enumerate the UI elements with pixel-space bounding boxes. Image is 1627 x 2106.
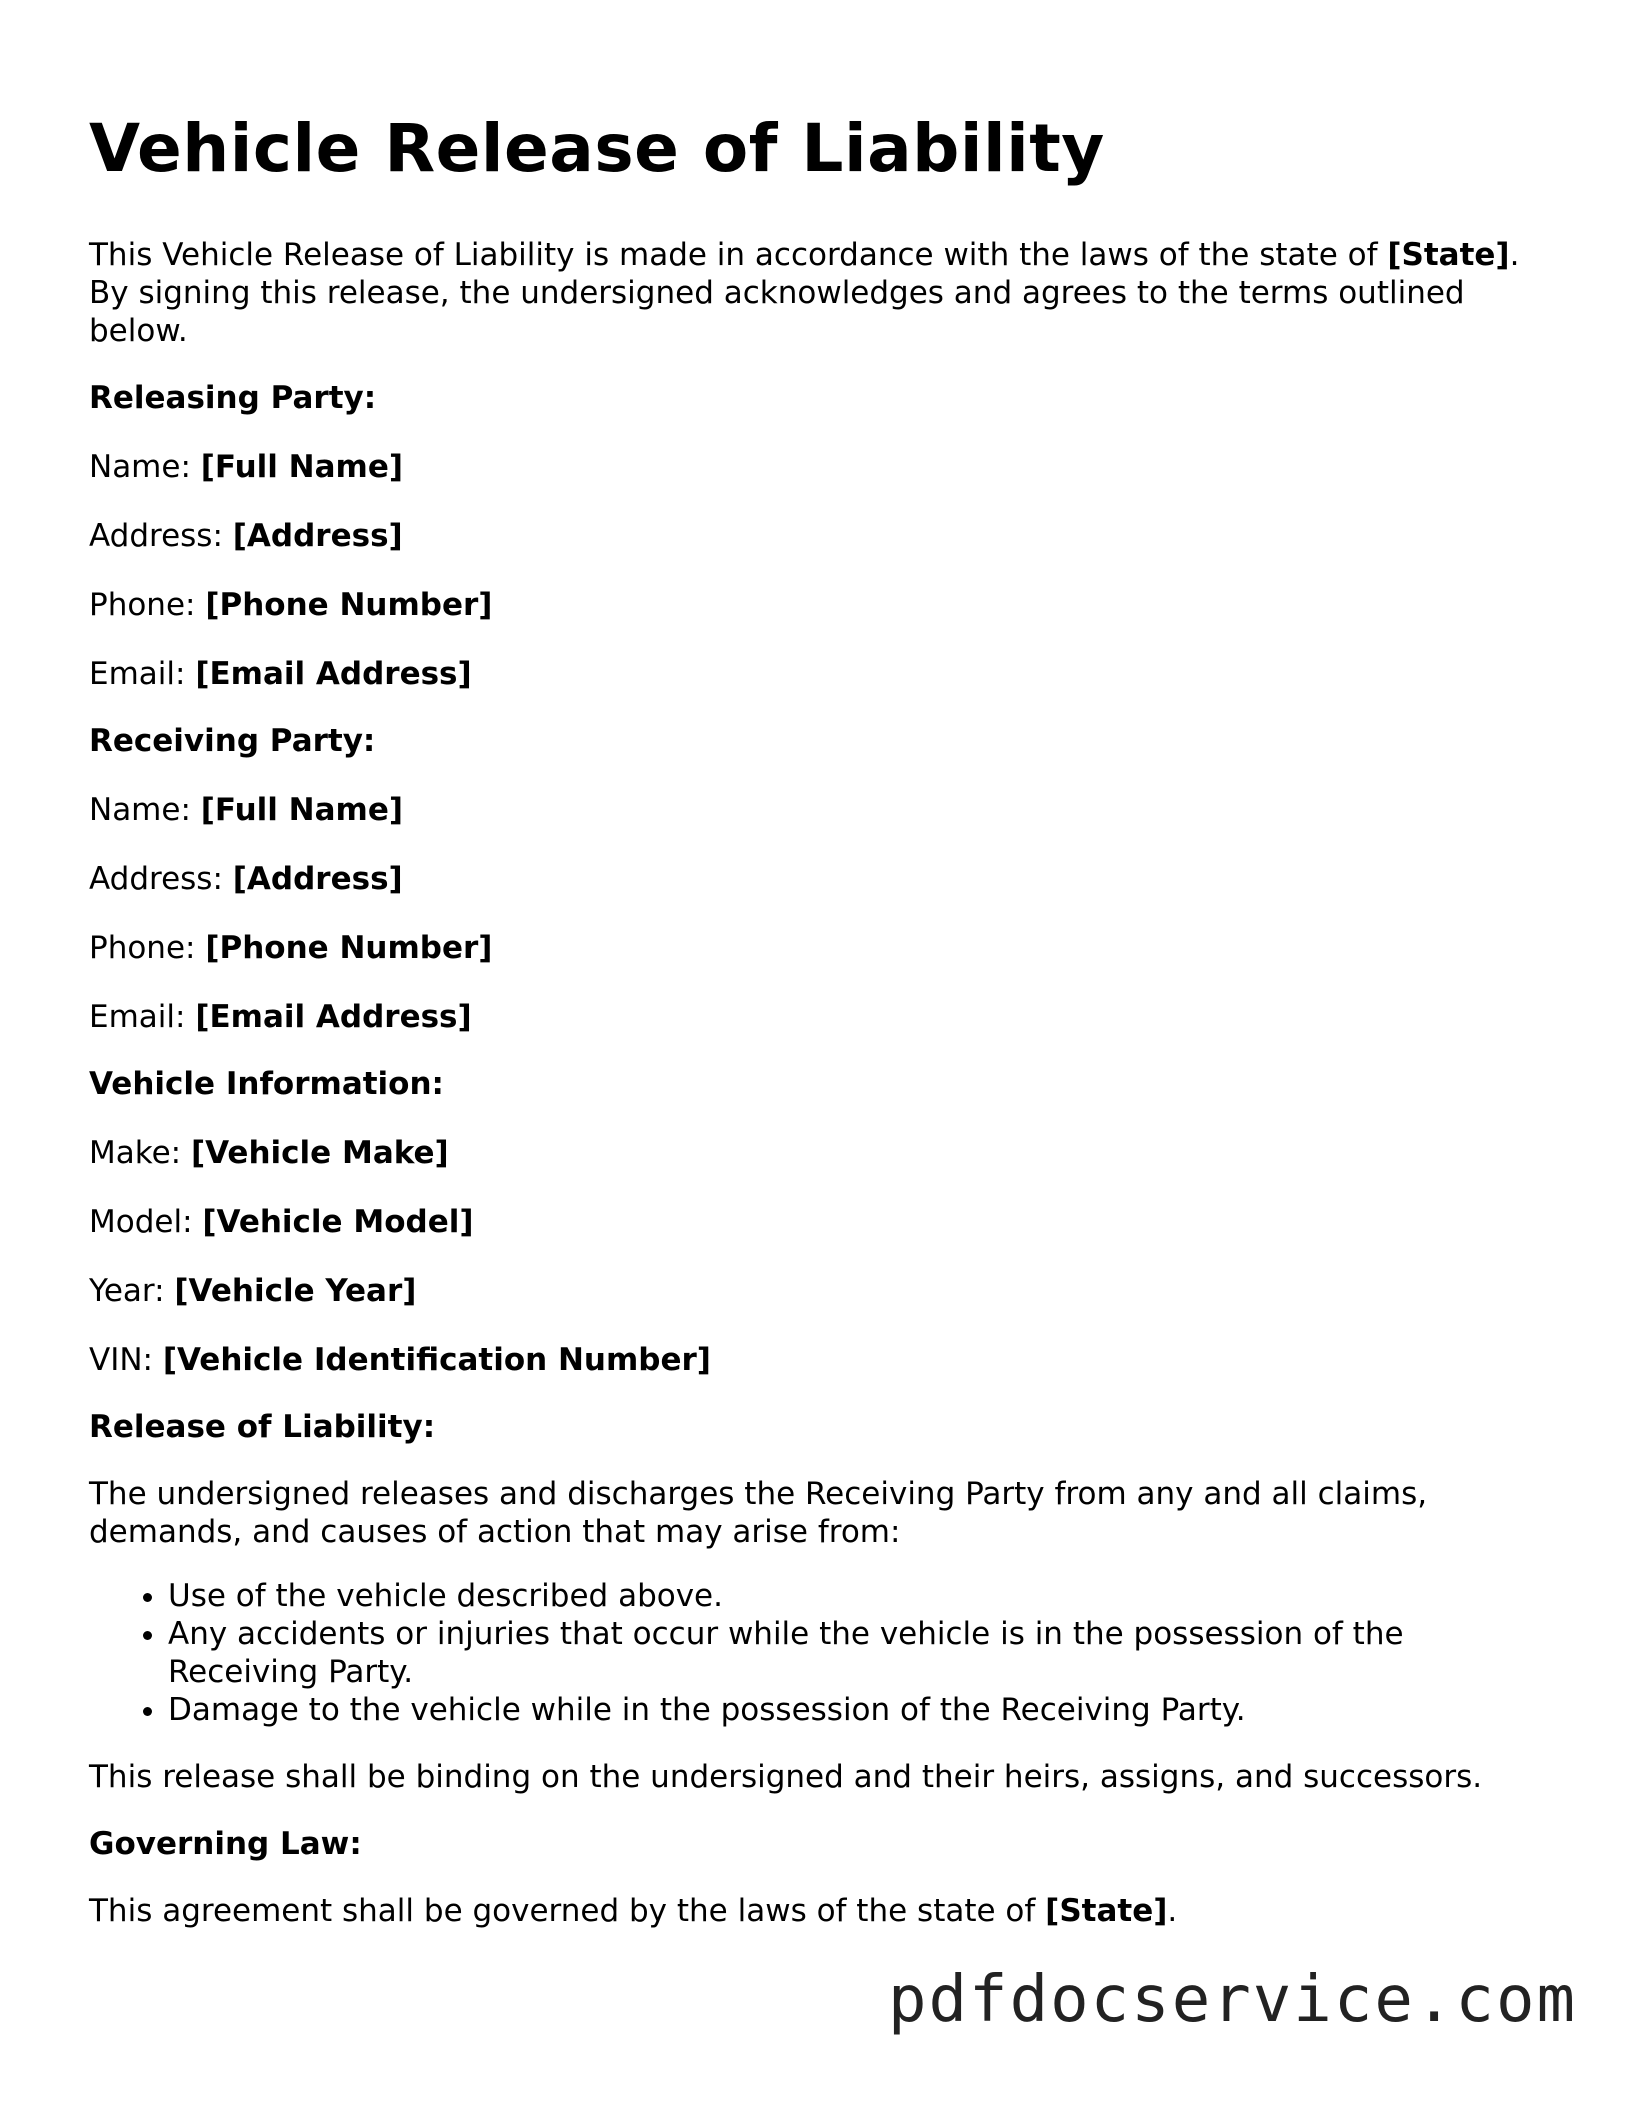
vehicle-vin-field [89,1341,1549,1379]
field-value: [Vehicle Make] [190,1135,449,1171]
vehicle-model-field [89,1203,1549,1241]
releasing-email-field [89,655,1549,693]
intro-paragraph [89,236,1549,350]
receiving-address-field [89,860,1549,898]
list-item: • Use of the vehicle described above. [168,1577,1549,1615]
field-value: [Full Name] [200,792,404,828]
field-value: [Email Address] [195,656,472,692]
field-value: [Email Address] [195,999,472,1035]
field-value: [Full Name] [200,449,404,485]
field-label: Email: [89,656,196,692]
receiving-name-field [89,791,1549,829]
field-label: VIN: [89,1342,163,1378]
field-label: Phone: [89,930,206,966]
receiving-party-heading: Receiving Party: [89,723,376,759]
releasing-party-heading: Releasing Party: [89,380,377,416]
receiving-email-field [89,998,1549,1036]
intro-text-after: . By signing this release, the undersigned acknowledges and agrees to the terms outlined below. [89,237,1520,349]
release-heading: Release of Liability: [89,1409,436,1445]
field-label: Email: [89,999,196,1035]
receiving-phone-field [89,929,1549,967]
field-label: Make: [89,1135,191,1171]
field-label: Name: [89,792,201,828]
field-value: [Vehicle Year] [174,1273,417,1309]
binding-clause: This release shall be binding on the undersigned and their heirs, assigns, and successors. [89,1759,1483,1795]
vehicle-info-heading: Vehicle Information: [89,1066,444,1102]
vehicle-year-field [89,1272,1549,1310]
intro-state-placeholder: [State] [1387,237,1510,273]
release-text: The undersigned releases and discharges the Receiving Party from any and all claims, demands, and causes of action that may arise from: [89,1476,1428,1550]
field-label: Year: [89,1273,175,1309]
list-item: • Damage to the vehicle while in the possession of the Receiving Party. [168,1691,1549,1729]
field-value: [Phone Number] [205,930,493,966]
field-label: Address: [89,518,233,554]
intro-text-before: This Vehicle Release of Liability is made in accordance with the laws of the state of [89,237,1388,273]
field-label: Name: [89,449,201,485]
governing-law-text [89,1892,1549,1930]
field-label: Model: [89,1204,203,1240]
governing-law-heading: Governing Law: [89,1826,362,1862]
field-value: [Address] [232,518,403,554]
watermark: pdfdocservice.com [887,1963,1577,2037]
document-title: Vehicle Release of Liability [89,110,1105,187]
field-label: Phone: [89,587,206,623]
governing-state-placeholder: [State] [1045,1893,1168,1929]
releasing-address-field [89,517,1549,555]
release-conditions-list [89,1577,1549,1729]
vehicle-make-field [89,1134,1549,1172]
list-item: • Any accidents or injuries that occur while the vehicle is in the possession of the Receiving Party. [168,1615,1549,1691]
releasing-name-field [89,448,1549,486]
field-value: [Vehicle Identification Number] [162,1342,711,1378]
field-value: [Vehicle Model] [202,1204,474,1240]
field-value: [Phone Number] [205,587,493,623]
document-page [89,104,1549,1930]
releasing-phone-field [89,586,1549,624]
governing-text-before: This agreement shall be governed by the laws of the state of [89,1893,1046,1929]
field-value: [Address] [232,861,403,897]
field-label: Address: [89,861,233,897]
governing-text-after: . [1167,1893,1178,1929]
